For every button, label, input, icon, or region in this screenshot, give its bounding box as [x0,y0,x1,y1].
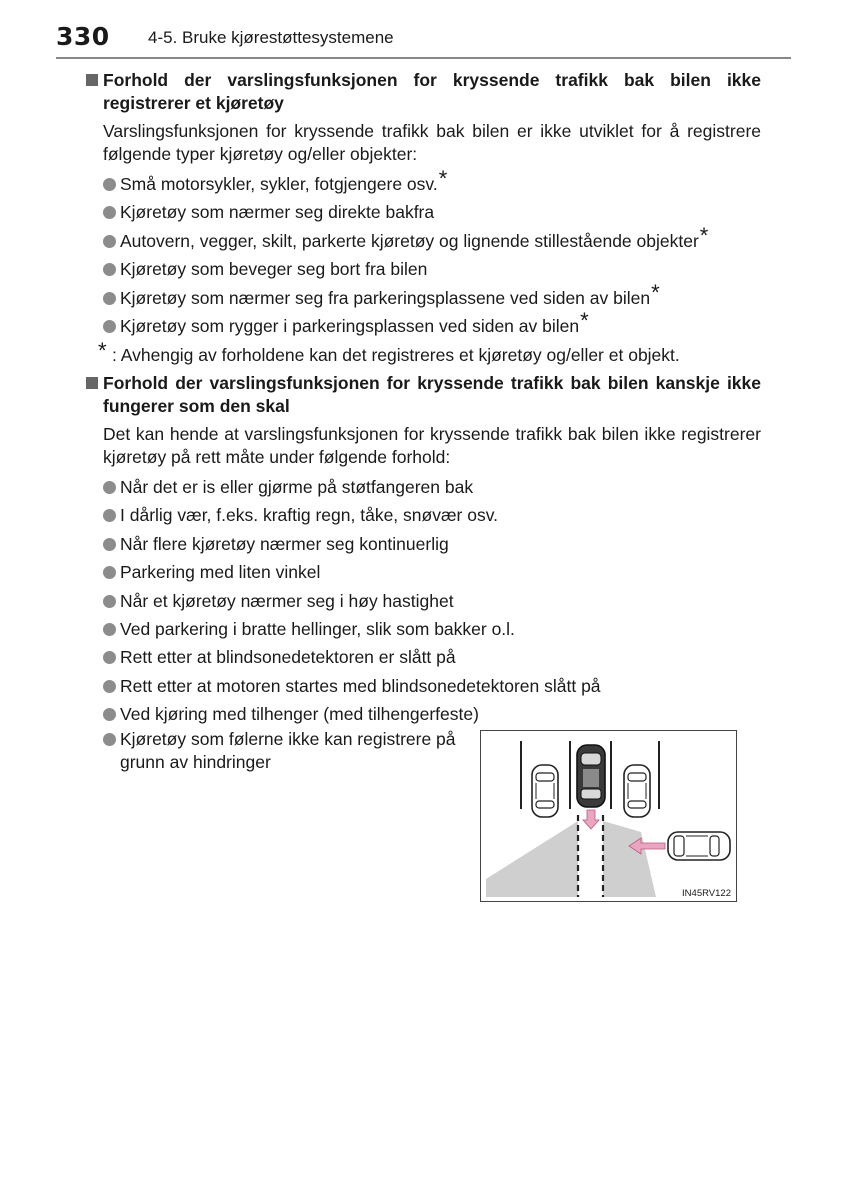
sensor-area-right [603,821,656,897]
bullet-dot-icon [103,292,116,305]
section-heading-text: Forhold der varslingsfunksjonen for kryssende trafikk bak bilen kanskje ikke fungerer som den skal [103,373,761,416]
list-item: Kjøretøy som rygger i parkeringsplassen ved siden av bilen* [103,312,761,340]
bullet-dot-icon [103,481,116,494]
bullet-dot-icon [103,509,116,522]
sensor-area-left [486,821,578,897]
approaching-car [668,832,730,860]
list-item: Kjøretøy som beveger seg bort fra bilen [103,255,761,283]
list-item: Når flere kjøretøy nærmer seg kontinuerlig [103,530,761,558]
section-heading [86,372,761,418]
bullet-dot-icon [103,708,116,721]
list-item: Ved kjøring med tilhenger (med tilhengerfeste) [103,700,761,728]
section-heading-text: Forhold der varslingsfunksjonen for kryssende trafikk bak bilen ikke registrerer et kjøretøy [103,70,761,113]
page-header [56,22,791,58]
chapter-title: 4-5. Bruke kjørestøttesystemene [148,28,394,47]
own-car [577,745,605,807]
figure-code: IN45RV122 [682,888,731,899]
list-item: Små motorsykler, sykler, fotgjengere osv.* [103,170,761,198]
parking-illustration [480,730,737,902]
parked-car-right [624,765,650,817]
bullet-dot-icon [103,263,116,276]
list-item: Når et kjøretøy nærmer seg i høy hastighet [103,587,761,615]
section-heading [86,69,761,115]
bullet-dot-icon [103,178,116,191]
parked-car-left [532,765,558,817]
bullet-dot-icon [103,680,116,693]
asterisk-icon: * [651,279,660,305]
section-may-not-function [86,372,761,729]
square-bullet-icon [86,74,98,86]
bullet-dot-icon [103,566,116,579]
list-item: Parkering med liten vinkel [103,558,761,586]
bullet-dot-icon [103,623,116,636]
list-item: Når det er is eller gjørme på støtfangeren bak [103,473,761,501]
footnote-text: : Avhengig av forholdene kan det registreres et kjøretøy og/eller et objekt. [112,345,680,366]
lane-strip [578,819,603,897]
parking-diagram [481,731,736,901]
asterisk-icon: * [699,222,709,248]
page-number: 330 [56,22,110,51]
bullet-dot-icon [103,651,116,664]
bullet-dot-icon [103,733,116,746]
bullet-list [103,166,761,340]
section-not-detected [86,69,761,368]
bullet-dot-icon [103,206,116,219]
list-item: Rett etter at motoren startes med blindsonedetektoren slått på [103,672,761,700]
list-item: I dårlig vær, f.eks. kraftig regn, tåke, snøvær osv. [103,501,761,529]
list-item: Kjøretøy som nærmer seg fra parkeringsplassene ved siden av bilen* [103,284,761,312]
footnote: * : Avhengig av forholdene kan det registreres et kjøretøy og/eller et objekt. [98,338,680,366]
bullet-dot-icon [103,595,116,608]
bullet-list [103,473,761,729]
section-intro: Varslingsfunksjonen for kryssende trafikk bak bilen er ikke utviklet for å registrere følgende typer kjøretøy og/eller objekter: [103,121,761,164]
bullet-dot-icon [103,320,116,333]
list-item: Kjøretøy som nærmer seg direkte bakfra [103,198,761,226]
bullet-dot-icon [103,538,116,551]
asterisk-icon: * [580,308,589,334]
header-divider [56,57,791,59]
list-item: Autovern, vegger, skilt, parkerte kjøretøy og lignende stillestående objekter* [103,227,761,255]
square-bullet-icon [86,377,98,389]
list-item: Rett etter at blindsonedetektoren er slått på [103,643,761,671]
section-intro: Det kan hende at varslingsfunksjonen for kryssende trafikk bak bilen ikke registrerer kjøretøy på rett måte under følgende forhold: [103,424,761,467]
asterisk-icon: * [438,166,448,191]
bullet-dot-icon [103,235,116,248]
list-item-obstructions: Kjøretøy som følerne ikke kan registrere på grunn av hindringer [103,728,490,773]
list-item: Ved parkering i bratte hellinger, slik som bakker o.l. [103,615,761,643]
